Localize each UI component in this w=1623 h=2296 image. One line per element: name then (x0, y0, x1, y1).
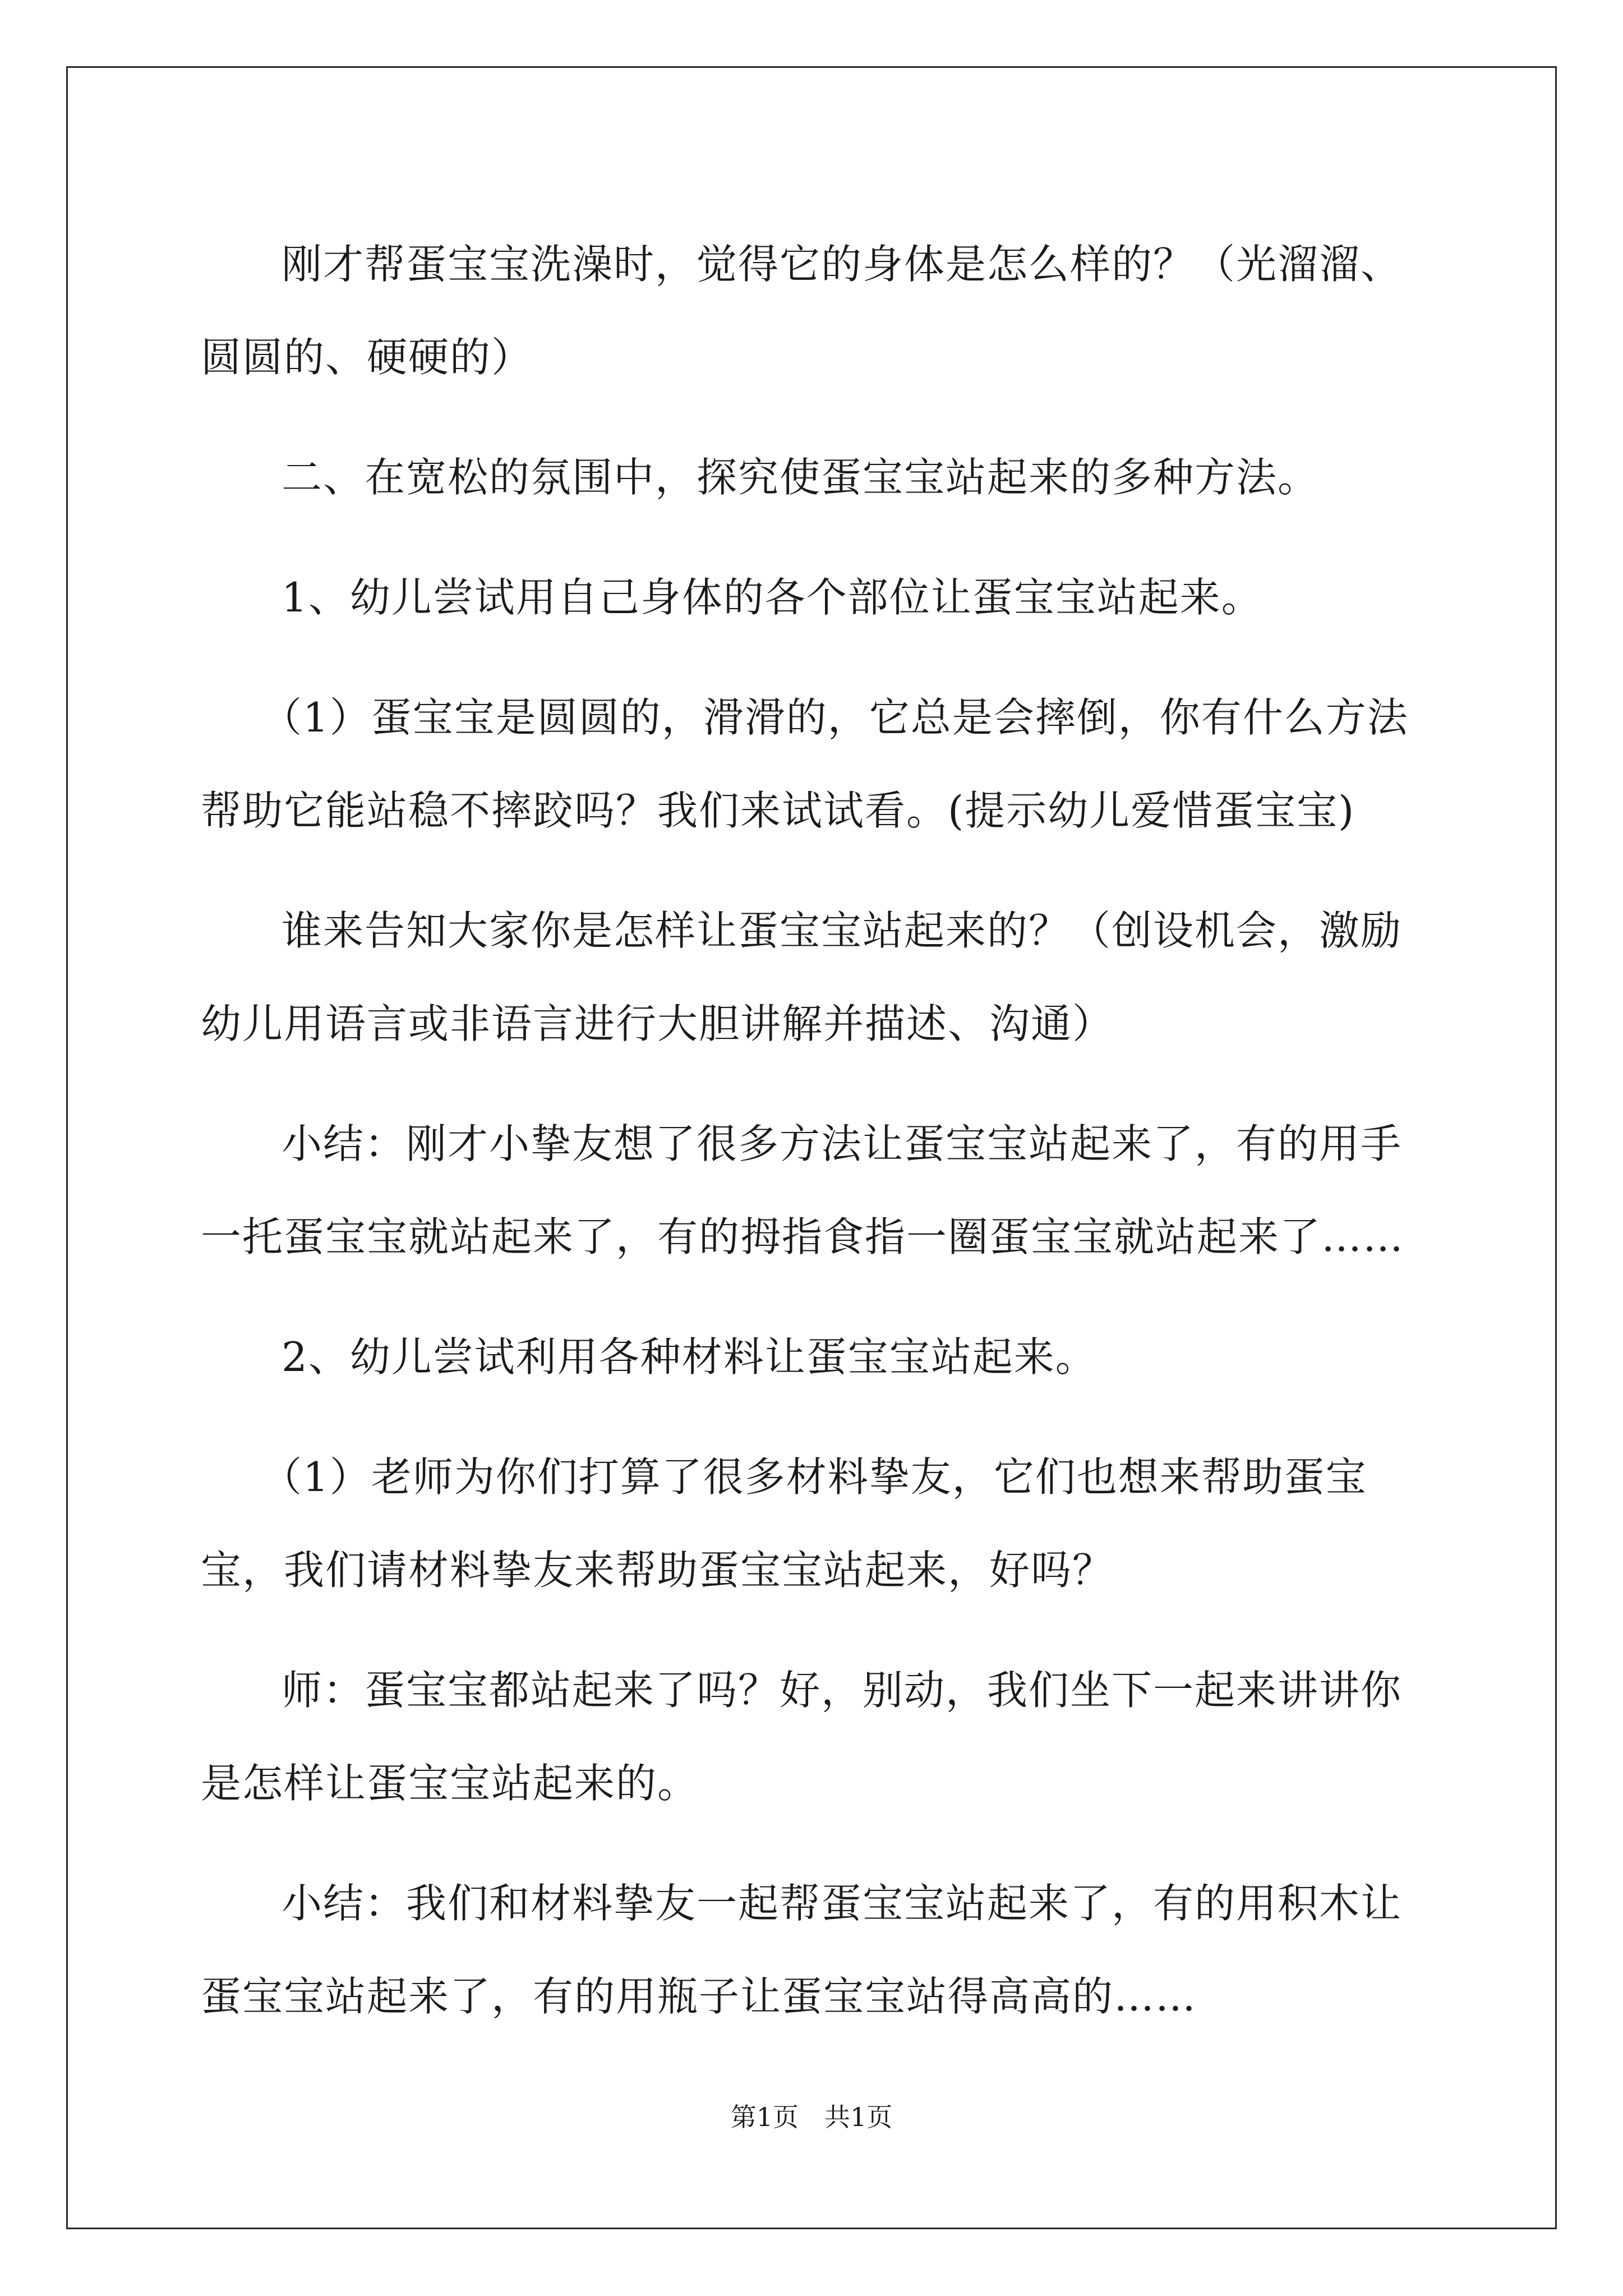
paragraph: 小结：我们和材料挚友一起帮蛋宝宝站起来了，有的用积木让蛋宝宝站起来了，有的用瓶子让蛋宝宝站得高高的…… (201, 1880, 1403, 2020)
paragraph: 谁来告知大家你是怎样让蛋宝宝站起来的？（创设机会，激励幼儿用语言或非语言进行大胆讲解并描述、沟通） (201, 907, 1403, 1047)
paragraph: 二、在宽松的氛围中，探究使蛋宝宝站起来的多种方法。 (282, 454, 1320, 501)
paragraph: 师：蛋宝宝都站起来了吗？好，别动，我们坐下一起来讲讲你是怎样让蛋宝宝站起来的。 (201, 1667, 1403, 1807)
paragraph: （1）蛋宝宝是圆圆的，滑滑的，它总是会摔倒，你有什么方法帮助它能站稳不摔跤吗？我们来试试看。(提示幼儿爱惜蛋宝宝) (201, 694, 1409, 834)
paragraph: 刚才帮蛋宝宝洗澡时，觉得它的身体是怎么样的？（光溜溜、圆圆的、硬硬的） (201, 241, 1403, 381)
paragraph: 2、幼儿尝试利用各种材料让蛋宝宝站起来。 (282, 1333, 1097, 1381)
document-body (201, 218, 1435, 2070)
paragraph: （1）老师为你们打算了很多材料挚友，它们也想来帮助蛋宝宝，我们请材料挚友来帮助蛋宝宝站起来，好吗？ (201, 1453, 1367, 1594)
paragraph: 小结：刚才小挚友想了很多方法让蛋宝宝站起来了，有的用手一托蛋宝宝就站起来了，有的拇指食指一圈蛋宝宝就站起来了…… (201, 1120, 1405, 1260)
page-number-footer: 第1页 共1页 (730, 2102, 893, 2132)
paragraph: 1、幼儿尝试用自己身体的各个部位让蛋宝宝站起来。 (282, 574, 1263, 621)
